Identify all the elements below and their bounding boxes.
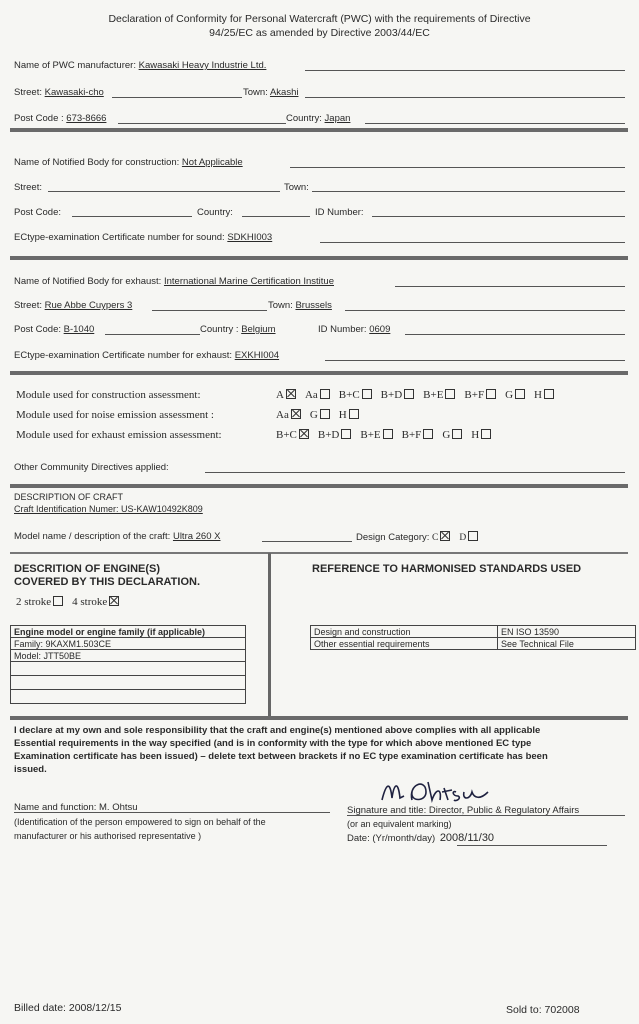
option-label: B+D bbox=[380, 389, 403, 401]
country-value: Japan bbox=[324, 113, 351, 124]
checkbox[interactable] bbox=[320, 389, 330, 399]
standards-item: Design and construction bbox=[311, 626, 498, 638]
date-value: 2008/11/30 bbox=[439, 832, 495, 844]
manufacturer-town-row bbox=[243, 87, 298, 98]
signature-note: (or an equivalent marking) bbox=[347, 819, 452, 829]
option-label: D bbox=[459, 533, 467, 543]
option-label: 2 stroke bbox=[16, 596, 52, 608]
section-divider bbox=[10, 128, 628, 132]
exhaust-town-row bbox=[268, 300, 332, 311]
underline bbox=[290, 167, 625, 168]
exhaust-street-label: Street: bbox=[14, 300, 42, 311]
engine-row-empty bbox=[11, 676, 246, 690]
checkbox[interactable] bbox=[515, 389, 525, 399]
exhaust-town-value: Brussels bbox=[295, 300, 332, 311]
design-category-options bbox=[432, 533, 487, 543]
underline bbox=[395, 286, 625, 287]
section-divider bbox=[10, 371, 628, 375]
construction-street-label: Street: bbox=[14, 182, 42, 193]
engine-row-model: Model: JTT50BE bbox=[11, 650, 246, 662]
underline bbox=[345, 310, 625, 311]
option-label: H bbox=[338, 409, 347, 421]
signature-title-line: Signature and title: Director, Public & Regulatory Affairs bbox=[347, 805, 580, 816]
option-label: C bbox=[432, 533, 439, 543]
underline bbox=[405, 334, 625, 335]
option-label: B+E bbox=[360, 429, 381, 441]
exhaust-id-label: ID Number: bbox=[318, 324, 367, 335]
underline bbox=[305, 97, 625, 98]
stroke-options bbox=[16, 596, 128, 608]
design-category-row bbox=[356, 531, 487, 543]
section-divider bbox=[10, 484, 628, 488]
underline bbox=[72, 216, 192, 217]
engine-heading-line-1: DESCRITION OF ENGINE(S) bbox=[14, 563, 161, 575]
exhaust-module-label: Module used for exhaust emission assessment: bbox=[16, 429, 222, 441]
checkbox[interactable] bbox=[440, 531, 450, 541]
option-label: B+E bbox=[423, 389, 444, 401]
construction-country-label: Country: bbox=[197, 207, 233, 218]
engine-heading bbox=[14, 563, 200, 589]
underline bbox=[118, 123, 286, 124]
checkbox[interactable] bbox=[452, 429, 462, 439]
signatory-name-line: Name and function: M. Ohtsu bbox=[14, 802, 138, 813]
underline bbox=[457, 845, 607, 846]
signatory-note: manufacturer or his authorised representative ) bbox=[14, 831, 202, 841]
exhaust-cert-label: ECtype-examination Certificate number for exhaust: bbox=[14, 350, 233, 361]
underline bbox=[242, 216, 310, 217]
exhaust-body-label: Name of Notified Body for exhaust: bbox=[14, 276, 162, 287]
checkbox[interactable] bbox=[468, 531, 478, 541]
option-label: G bbox=[309, 409, 318, 421]
construction-id-label: ID Number: bbox=[315, 207, 364, 218]
checkbox[interactable] bbox=[320, 409, 330, 419]
exhaust-cert-row bbox=[14, 350, 279, 361]
handwritten-signature bbox=[378, 774, 498, 808]
declaration-line: issued. bbox=[14, 764, 47, 775]
postcode-label: Post Code : bbox=[14, 113, 64, 124]
sound-cert-label: ECtype-examination Certificate number for sound: bbox=[14, 232, 225, 243]
standards-table bbox=[310, 625, 636, 650]
engine-heading-line-2: COVERED BY THIS DECLARATION. bbox=[14, 576, 200, 588]
checkbox[interactable] bbox=[362, 389, 372, 399]
underline bbox=[152, 310, 267, 311]
design-category-label: Design Category: bbox=[356, 532, 430, 543]
engine-row-empty bbox=[11, 690, 246, 704]
declaration-line: I declare at my own and sole responsibility that the craft and engine(s) mentioned above complies with all applicable bbox=[14, 725, 541, 736]
checkbox[interactable] bbox=[423, 429, 433, 439]
craft-id: Craft Identification Numer: US-KAW10492K809 bbox=[14, 504, 203, 514]
craft-model-row bbox=[14, 531, 220, 542]
manufacturer-name-label: Name of PWC manufacturer: bbox=[14, 60, 136, 71]
exhaust-country-value: Belgium bbox=[241, 324, 276, 335]
postcode-value: 673-8666 bbox=[66, 113, 107, 124]
underline bbox=[105, 334, 200, 335]
title-line-2: 94/25/EC as amended by Directive 2003/44/EC bbox=[209, 27, 430, 39]
other-directives-label: Other Community Directives applied: bbox=[14, 462, 169, 473]
craft-heading: DESCRIPTION OF CRAFT bbox=[14, 492, 124, 502]
checkbox[interactable] bbox=[286, 389, 296, 399]
country-label: Country: bbox=[286, 113, 322, 124]
underline bbox=[305, 70, 625, 71]
checkbox[interactable] bbox=[544, 389, 554, 399]
billed-date: Billed date: 2008/12/15 bbox=[14, 1002, 122, 1014]
section-divider bbox=[10, 256, 628, 260]
construction-module-label: Module used for construction assessment: bbox=[16, 389, 201, 401]
construction-body-name-row bbox=[14, 157, 243, 168]
checkbox[interactable] bbox=[383, 429, 393, 439]
exhaust-body-name-row bbox=[14, 276, 334, 287]
exhaust-town-label: Town: bbox=[268, 300, 293, 311]
signatory-note: (Identification of the person empowered to sign on behalf of the bbox=[14, 817, 266, 827]
exhaust-id-value: 0609 bbox=[369, 324, 391, 335]
checkbox[interactable] bbox=[291, 409, 301, 419]
construction-body-label: Name of Notified Body for construction: bbox=[14, 157, 180, 168]
sound-cert-value: SDKHI003 bbox=[227, 232, 273, 243]
construction-body-value: Not Applicable bbox=[181, 157, 243, 168]
checkbox[interactable] bbox=[481, 429, 491, 439]
option-label: H bbox=[534, 389, 542, 401]
exhaust-module-options bbox=[276, 429, 500, 441]
exhaust-postcode-row bbox=[14, 324, 94, 335]
engine-row-empty bbox=[11, 662, 246, 676]
section-divider bbox=[10, 716, 628, 720]
option-label: B+C bbox=[338, 389, 360, 401]
manufacturer-country-row bbox=[286, 113, 350, 124]
checkbox[interactable] bbox=[445, 389, 455, 399]
street-label: Street: bbox=[14, 87, 42, 98]
option-label: A bbox=[276, 389, 284, 401]
exhaust-street-row bbox=[14, 300, 132, 311]
option-label: B+F bbox=[401, 429, 422, 441]
manufacturer-name-row bbox=[14, 60, 266, 71]
checkbox[interactable] bbox=[53, 596, 63, 606]
option-label: B+D bbox=[317, 429, 340, 441]
date-row bbox=[347, 832, 494, 844]
noise-module-label: Module used for noise emission assessment : bbox=[16, 409, 214, 421]
noise-module-options bbox=[276, 409, 368, 421]
exhaust-street-value: Rue Abbe Cuypers 3 bbox=[44, 300, 133, 311]
underline bbox=[372, 216, 625, 217]
street-value: Kawasaki-cho bbox=[44, 87, 104, 98]
underline bbox=[320, 242, 625, 243]
exhaust-id-row bbox=[318, 324, 390, 335]
option-label: Aa bbox=[304, 389, 318, 401]
exhaust-body-value: International Marine Certification Institue bbox=[163, 276, 334, 287]
engine-table bbox=[10, 625, 246, 704]
option-label: B+F bbox=[464, 389, 485, 401]
checkbox[interactable] bbox=[349, 409, 359, 419]
underline bbox=[347, 815, 625, 816]
declaration-line: Essential requirements in the way specified (and is in conformity with the type for which above mentioned EC type bbox=[14, 738, 532, 749]
checkbox[interactable] bbox=[341, 429, 351, 439]
manufacturer-street-row bbox=[14, 87, 104, 98]
option-label: B+C bbox=[276, 429, 297, 441]
underline bbox=[325, 360, 625, 361]
underline bbox=[312, 191, 625, 192]
craft-model-value: Ultra 260 X bbox=[172, 531, 221, 542]
town-value: Akashi bbox=[269, 87, 299, 98]
construction-module-options bbox=[276, 389, 563, 401]
checkbox[interactable] bbox=[109, 596, 119, 606]
underline bbox=[205, 472, 625, 473]
construction-town-label: Town: bbox=[284, 182, 309, 193]
manufacturer-postcode-row bbox=[14, 113, 106, 124]
exhaust-cert-value: EXKHI004 bbox=[234, 350, 280, 361]
option-label: 4 stroke bbox=[72, 596, 108, 608]
column-divider bbox=[268, 553, 271, 718]
checkbox[interactable] bbox=[299, 429, 309, 439]
section-divider bbox=[10, 552, 628, 554]
declaration-text bbox=[14, 724, 548, 776]
exhaust-country-label: Country : bbox=[200, 324, 239, 335]
date-label: Date: (Yr/month/day) bbox=[347, 833, 436, 844]
standards-heading: REFERENCE TO HARMONISED STANDARDS USED bbox=[312, 563, 582, 575]
exhaust-postcode-label: Post Code: bbox=[14, 324, 61, 335]
option-label: Aa bbox=[276, 409, 289, 421]
standards-ref: EN ISO 13590 bbox=[498, 626, 636, 638]
sound-cert-row bbox=[14, 232, 272, 243]
construction-postcode-label: Post Code: bbox=[14, 207, 61, 218]
exhaust-postcode-value: B-1040 bbox=[63, 324, 95, 335]
declaration-line: Examination certificate has been issued) – delete text between brackets if no EC type examination certificate has been bbox=[14, 751, 548, 762]
standards-ref: See Technical File bbox=[498, 638, 636, 650]
underline bbox=[14, 812, 330, 813]
engine-row-family: Family: 9KAXM1.503CE bbox=[11, 638, 246, 650]
craft-model-label: Model name / description of the craft: bbox=[14, 531, 171, 542]
sold-to: Sold to: 702008 bbox=[506, 1004, 580, 1016]
title-line-1: Declaration of Conformity for Personal Watercraft (PWC) with the requirements of Directive bbox=[108, 13, 531, 25]
town-label: Town: bbox=[243, 87, 268, 98]
underline bbox=[112, 97, 242, 98]
option-label: G bbox=[442, 429, 451, 441]
engine-table-header: Engine model or engine family (if applicable) bbox=[11, 626, 246, 638]
underline bbox=[262, 541, 352, 542]
underline bbox=[365, 123, 625, 124]
checkbox[interactable] bbox=[404, 389, 414, 399]
exhaust-country-row bbox=[200, 324, 276, 335]
document-title bbox=[0, 12, 639, 40]
checkbox[interactable] bbox=[486, 389, 496, 399]
option-label: G bbox=[505, 389, 514, 401]
option-label: H bbox=[471, 429, 480, 441]
underline bbox=[48, 191, 280, 192]
manufacturer-name-value: Kawasaki Heavy Industrie Ltd. bbox=[138, 60, 267, 71]
standards-item: Other essential requirements bbox=[311, 638, 498, 650]
